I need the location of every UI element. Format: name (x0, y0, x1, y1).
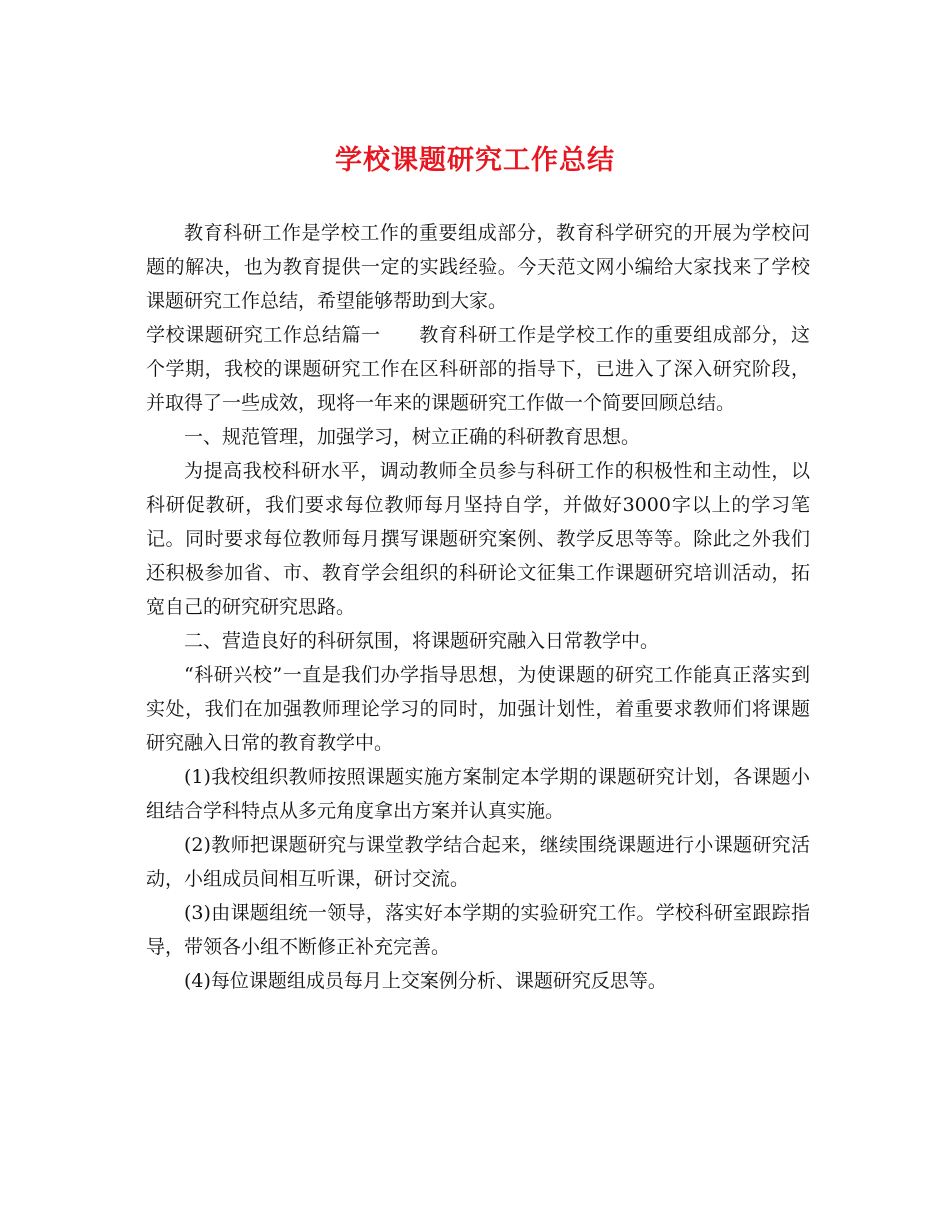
list-item-2: (2)教师把课题研究与课堂教学结合起来，继续围绕课题进行小课题研究活动，小组成员间相互听课，研讨交流。 (146, 834, 810, 890)
point-two-body: “科研兴校”一直是我们办学指导思想，为使课题的研究工作能真正落实到实处，我们在加强教师理论学习的同时，加强计划性，着重要求教师们将课题研究融入日常的教育教学中。 (146, 664, 810, 754)
list-item-3: (3)由课题组统一领导，落实好本学期的实验研究工作。学校科研室跟踪指导，带领各小组不断修正补充完善。 (146, 902, 810, 958)
list-item-1: (1)我校组织教师按照课题实施方案制定本学期的课题研究计划，各课题小组结合学科特点从多元角度拿出方案并认真实施。 (146, 766, 810, 822)
point-one-body: 为提高我校科研水平，调动教师全员参与科研工作的积极性和主动性，以科研促教研，我们要求每位教师每月坚持自学，并做好3000字以上的学习笔记。同时要求每位教师每月撰写课题研究案例、教学反思等等。除此之外我们还积极参加省、市、教育学会组织的科研论文征集工作课题研究培训活动，拓宽自己的研究研究思路。 (146, 460, 810, 618)
point-two-heading: 二、营造良好的科研氛围，将课题研究融入日常教学中。 (184, 630, 660, 652)
intro-paragraph: 教育科研工作是学校工作的重要组成部分，教育科学研究的开展为学校问题的解决，也为教育提供一定的实践经验。今天范文网小编给大家找来了学校课题研究工作总结，希望能够帮助到大家。 (146, 222, 810, 312)
section-lead: 教育科研工作是学校工作的重要组成部分，这个学期，我校的课题研究工作在区科研部的指导下，已进入了深入研究阶段，并取得了一些成效，现将一年来的课题研究工作做一个简要回顾总结。 (146, 324, 810, 414)
section-paragraph (146, 318, 810, 420)
document-body (146, 216, 810, 998)
list-item-4: (4)每位课题组成员每月上交案例分析、课题研究反思等。 (184, 970, 667, 992)
point-one-heading: 一、规范管理，加强学习，树立正确的科研教育思想。 (184, 426, 641, 448)
document-title: 学校课题研究工作总结 (335, 145, 615, 176)
section-heading: 学校课题研究工作总结篇一 (146, 324, 381, 346)
